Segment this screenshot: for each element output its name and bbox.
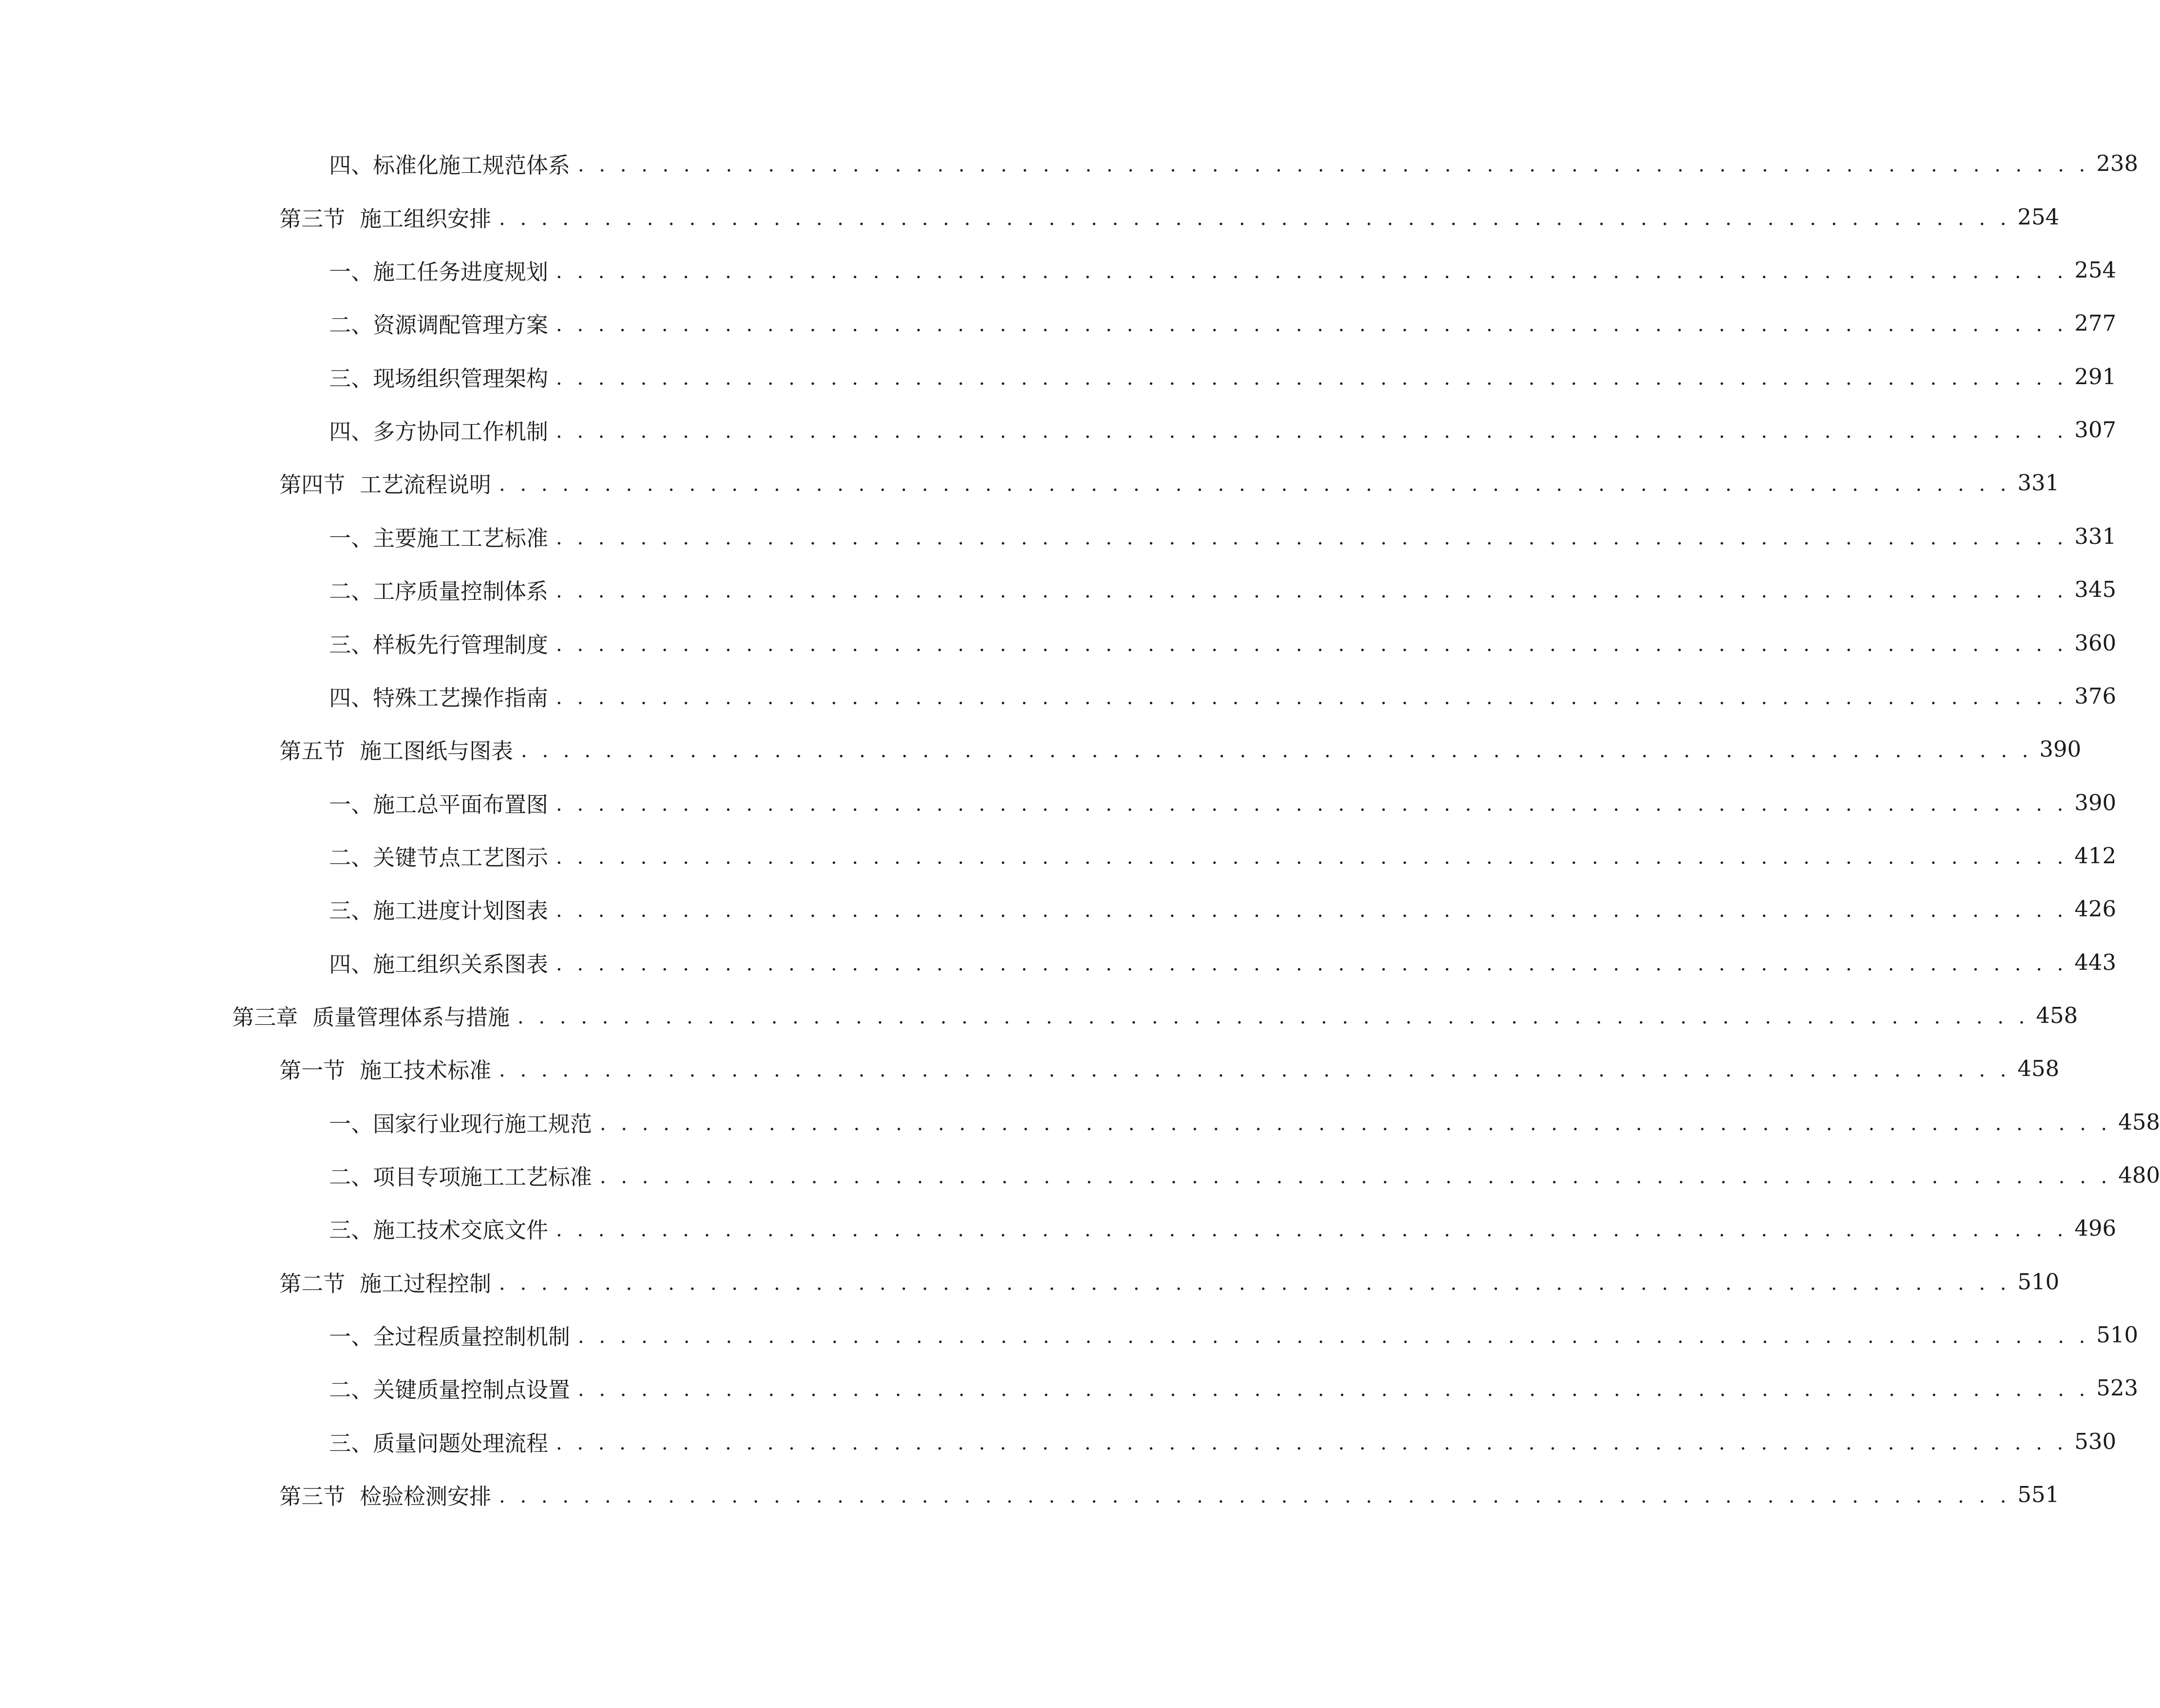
dot-leader: . . . . . . . . . . . . . . . . . . . . . . . . . . . . . . . . . . . . . . . . . . . . . . . . . . . . . . . . . . . . . . . . . . . . . . . . (556, 793, 2068, 816)
toc-entry-number: 二、 (329, 1376, 373, 1403)
toc-entry[interactable] (329, 250, 2117, 289)
toc-entry-title: 施工总平面布置图 (373, 791, 549, 817)
toc-entry-title: 检验检测安排 (360, 1483, 492, 1509)
toc-entry-page-number: 307 (2074, 416, 2117, 443)
toc-entry-number: 第一节 (279, 1057, 346, 1083)
toc-entry[interactable] (279, 1049, 2060, 1088)
toc-entry-page-number: 345 (2074, 576, 2117, 602)
toc-entry-page-number: 510 (2096, 1321, 2139, 1348)
toc-entry-number: 第五节 (279, 738, 346, 764)
toc-entry[interactable] (329, 410, 2117, 449)
toc-entry-title: 质量管理体系与措施 (313, 1004, 510, 1030)
toc-entry-title: 全过程质量控制机制 (373, 1323, 571, 1350)
toc-entry[interactable] (279, 197, 2060, 236)
toc-entry-title: 质量问题处理流程 (373, 1430, 549, 1456)
dot-leader: . . . . . . . . . . . . . . . . . . . . . . . . . . . . . . . . . . . . . . . . . . . . . . . . . . . . . . . . . . . . . . . . . . . . . . . . (556, 367, 2068, 390)
toc-entry-number: 四、 (329, 685, 373, 711)
toc-entry-title: 样板先行管理制度 (373, 631, 549, 658)
toc-entry[interactable] (329, 1208, 2117, 1247)
toc-entry-title: 多方协同工作机制 (373, 418, 549, 445)
toc-entry-title: 标准化施工规范体系 (373, 152, 571, 178)
toc-entry-page-number: 530 (2074, 1428, 2117, 1454)
toc-entry-page-number: 331 (2074, 523, 2117, 549)
toc-entry-number: 四、 (329, 418, 373, 445)
dot-leader: . . . . . . . . . . . . . . . . . . . . . . . . . . . . . . . . . . . . . . . . . . . . . . . . . . . . . . . . . . . . . . . . . . . . . . . . (556, 314, 2068, 336)
toc-entry[interactable] (329, 676, 2117, 715)
dot-leader: . . . . . . . . . . . . . . . . . . . . . . . . . . . . . . . . . . . . . . . . . . . . . . . . . . . . . . . . . . . . . . . . . . . . . . . . (556, 1432, 2068, 1454)
toc-entry-page-number: 412 (2074, 842, 2117, 869)
toc-entry[interactable] (329, 1102, 2160, 1141)
toc-entry-number: 第三节 (279, 1483, 346, 1509)
toc-entry-number: 三、 (329, 1430, 373, 1456)
toc-entry-page-number: 480 (2118, 1162, 2160, 1188)
toc-entry-number: 二、 (329, 844, 373, 871)
toc-entry-title: 现场组织管理架构 (373, 365, 549, 391)
dot-leader: . . . . . . . . . . . . . . . . . . . . . . . . . . . . . . . . . . . . . . . . . . . . . . . . . . . . . . . . . . . . . . . . . . . . . . . . (556, 420, 2068, 443)
dot-leader: . . . . . . . . . . . . . . . . . . . . . . . . . . . . . . . . . . . . . . . . . . . . . . . . . . . . . . . . . . . . . . . . . . . . . . . . (578, 1378, 2090, 1401)
toc-entry-title: 施工过程控制 (360, 1270, 492, 1297)
toc-entry-number: 一、 (329, 1111, 373, 1137)
dot-leader: . . . . . . . . . . . . . . . . . . . . . . . . . . . . . . . . . . . . . . . . . . . . . . . . . . . . . . . . . . . . . . . . . . . . . . . . (556, 687, 2068, 709)
toc-entry-number: 第二节 (279, 1270, 346, 1297)
toc-entry[interactable] (329, 889, 2117, 928)
dot-leader: . . . . . . . . . . . . . . . . . . . . . . . . . . . . . . . . . . . . . . . . . . . . . . . . . . . . . . . . . . . . . . . . . . . . . . . . (556, 633, 2068, 656)
toc-entry-title: 施工技术交底文件 (373, 1217, 549, 1243)
toc-entry-page-number: 390 (2074, 789, 2117, 816)
toc-entry-page-number: 390 (2039, 736, 2082, 762)
toc-entry-page-number: 523 (2096, 1374, 2139, 1401)
toc-entry-number: 四、 (329, 951, 373, 977)
toc-entry-title: 主要施工工艺标准 (373, 525, 549, 551)
toc-entry-number: 二、 (329, 578, 373, 604)
toc-entry[interactable] (329, 1422, 2117, 1461)
toc-entry-number: 四、 (329, 152, 373, 178)
toc-entry-page-number: 458 (2017, 1055, 2060, 1081)
toc-entry-title: 国家行业现行施工规范 (373, 1111, 592, 1137)
toc-entry-title: 工艺流程说明 (360, 471, 492, 498)
toc-entry-page-number: 458 (2118, 1109, 2160, 1135)
toc-entry-number: 三、 (329, 365, 373, 391)
toc-entry[interactable] (329, 1315, 2139, 1354)
toc-entry-number: 二、 (329, 1164, 373, 1190)
dot-leader: . . . . . . . . . . . . . . . . . . . . . . . . . . . . . . . . . . . . . . . . . . . . . . . . . . . . . . . . . . . . . . . . . . . . . . . . (499, 473, 2011, 496)
toc-entry-title: 工序质量控制体系 (373, 578, 549, 604)
toc-entry-title: 资源调配管理方案 (373, 312, 549, 338)
toc-entry[interactable] (329, 836, 2117, 875)
toc-entry-page-number: 291 (2074, 363, 2117, 390)
toc-entry-number: 一、 (329, 791, 373, 817)
dot-leader: . . . . . . . . . . . . . . . . . . . . . . . . . . . . . . . . . . . . . . . . . . . . . . . . . . . . . . . . . . . . . . . . . . . . . . . . (499, 1272, 2011, 1295)
toc-entry[interactable] (279, 1262, 2060, 1301)
toc-entry-number: 第三节 (279, 205, 346, 232)
dot-leader: . . . . . . . . . . . . . . . . . . . . . . . . . . . . . . . . . . . . . . . . . . . . . . . . . . . . . . . . . . . . . . . . . . . . . . . . (499, 1485, 2011, 1507)
toc-entry-title: 施工组织关系图表 (373, 951, 549, 977)
toc-entry-number: 三、 (329, 897, 373, 924)
toc-entry[interactable] (279, 463, 2060, 502)
toc-entry-page-number: 331 (2017, 469, 2060, 496)
toc-entry-number: 三、 (329, 1217, 373, 1243)
toc-entry-page-number: 360 (2074, 630, 2117, 656)
toc-entry-page-number: 496 (2074, 1215, 2117, 1241)
toc-entry[interactable] (329, 623, 2117, 662)
toc-entry[interactable] (329, 570, 2117, 609)
toc-entry-title: 施工组织安排 (360, 205, 492, 232)
toc-entry-number: 一、 (329, 525, 373, 551)
toc-entry[interactable] (232, 996, 2078, 1035)
toc-entry-page-number: 426 (2074, 895, 2117, 922)
dot-leader: . . . . . . . . . . . . . . . . . . . . . . . . . . . . . . . . . . . . . . . . . . . . . . . . . . . . . . . . . . . . . . . . . . . . . . . . (556, 846, 2068, 869)
toc-entry-page-number: 376 (2074, 683, 2117, 709)
toc-entry[interactable] (329, 144, 2139, 183)
dot-leader: . . . . . . . . . . . . . . . . . . . . . . . . . . . . . . . . . . . . . . . . . . . . . . . . . . . . . . . . . . . . . . . . . . . . . . . . (600, 1166, 2112, 1188)
dot-leader: . . . . . . . . . . . . . . . . . . . . . . . . . . . . . . . . . . . . . . . . . . . . . . . . . . . . . . . . . . . . . . . . . . . . . . . . (600, 1113, 2112, 1135)
dot-leader: . . . . . . . . . . . . . . . . . . . . . . . . . . . . . . . . . . . . . . . . . . . . . . . . . . . . . . . . . . . . . . . . . . . . . . . . (499, 1059, 2011, 1081)
toc-entry-number: 一、 (329, 259, 373, 285)
toc-entry-page-number: 458 (2036, 1002, 2078, 1028)
toc-entry-title: 关键质量控制点设置 (373, 1376, 571, 1403)
toc-entry[interactable] (279, 1475, 2060, 1514)
toc-entry-number: 一、 (329, 1323, 373, 1350)
toc-entry-title: 项目专项施工工艺标准 (373, 1164, 592, 1190)
toc-entry[interactable] (279, 729, 2082, 768)
dot-leader: . . . . . . . . . . . . . . . . . . . . . . . . . . . . . . . . . . . . . . . . . . . . . . . . . . . . . . . . . . . . . . . . . . . . . . . . (578, 154, 2090, 176)
toc-entry[interactable] (329, 517, 2117, 556)
toc-entry-title: 施工图纸与图表 (360, 738, 514, 764)
dot-leader: . . . . . . . . . . . . . . . . . . . . . . . . . . . . . . . . . . . . . . . . . . . . . . . . . . . . . . . . . . . . . . . . . . . . . . . . (556, 260, 2068, 283)
toc-entry-title: 施工技术标准 (360, 1057, 492, 1083)
toc-entry-page-number: 277 (2074, 310, 2117, 336)
toc-entry-number: 第四节 (279, 471, 346, 498)
dot-leader: . . . . . . . . . . . . . . . . . . . . . . . . . . . . . . . . . . . . . . . . . . . . . . . . . . . . . . . . . . . . . . . . . . . . . . . . (517, 1006, 2030, 1028)
dot-leader: . . . . . . . . . . . . . . . . . . . . . . . . . . . . . . . . . . . . . . . . . . . . . . . . . . . . . . . . . . . . . . . . . . . . . . . . (556, 580, 2068, 602)
toc-entry[interactable] (329, 943, 2117, 982)
toc-entry-number: 第三章 (232, 1004, 298, 1030)
dot-leader: . . . . . . . . . . . . . . . . . . . . . . . . . . . . . . . . . . . . . . . . . . . . . . . . . . . . . . . . . . . . . . . . . . . . . . . . (521, 740, 2033, 762)
toc-entry-title: 关键节点工艺图示 (373, 844, 549, 871)
toc-entry-title: 特殊工艺操作指南 (373, 685, 549, 711)
dot-leader: . . . . . . . . . . . . . . . . . . . . . . . . . . . . . . . . . . . . . . . . . . . . . . . . . . . . . . . . . . . . . . . . . . . . . . . . (556, 899, 2068, 922)
dot-leader: . . . . . . . . . . . . . . . . . . . . . . . . . . . . . . . . . . . . . . . . . . . . . . . . . . . . . . . . . . . . . . . . . . . . . . . . (556, 527, 2068, 549)
dot-leader: . . . . . . . . . . . . . . . . . . . . . . . . . . . . . . . . . . . . . . . . . . . . . . . . . . . . . . . . . . . . . . . . . . . . . . . . (499, 207, 2011, 230)
toc-entry-page-number: 254 (2074, 257, 2117, 283)
toc-entry-title: 施工进度计划图表 (373, 897, 549, 924)
toc-entry-page-number: 551 (2017, 1481, 2060, 1507)
toc-entry[interactable] (329, 357, 2117, 396)
toc-entry-page-number: 254 (2017, 204, 2060, 230)
toc-entry[interactable] (329, 783, 2117, 822)
toc-entry[interactable] (329, 1155, 2160, 1194)
toc-entry-page-number: 510 (2017, 1268, 2060, 1295)
toc-entry-page-number: 238 (2096, 150, 2139, 176)
toc-entry-number: 二、 (329, 312, 373, 338)
toc-entry[interactable] (329, 303, 2117, 342)
toc-entry-page-number: 443 (2074, 949, 2117, 975)
toc-entry[interactable] (329, 1368, 2139, 1407)
toc-entry-title: 施工任务进度规划 (373, 259, 549, 285)
dot-leader: . . . . . . . . . . . . . . . . . . . . . . . . . . . . . . . . . . . . . . . . . . . . . . . . . . . . . . . . . . . . . . . . . . . . . . . . (556, 953, 2068, 975)
toc-entry-number: 三、 (329, 631, 373, 658)
dot-leader: . . . . . . . . . . . . . . . . . . . . . . . . . . . . . . . . . . . . . . . . . . . . . . . . . . . . . . . . . . . . . . . . . . . . . . . . (556, 1219, 2068, 1241)
dot-leader: . . . . . . . . . . . . . . . . . . . . . . . . . . . . . . . . . . . . . . . . . . . . . . . . . . . . . . . . . . . . . . . . . . . . . . . . (578, 1325, 2090, 1348)
